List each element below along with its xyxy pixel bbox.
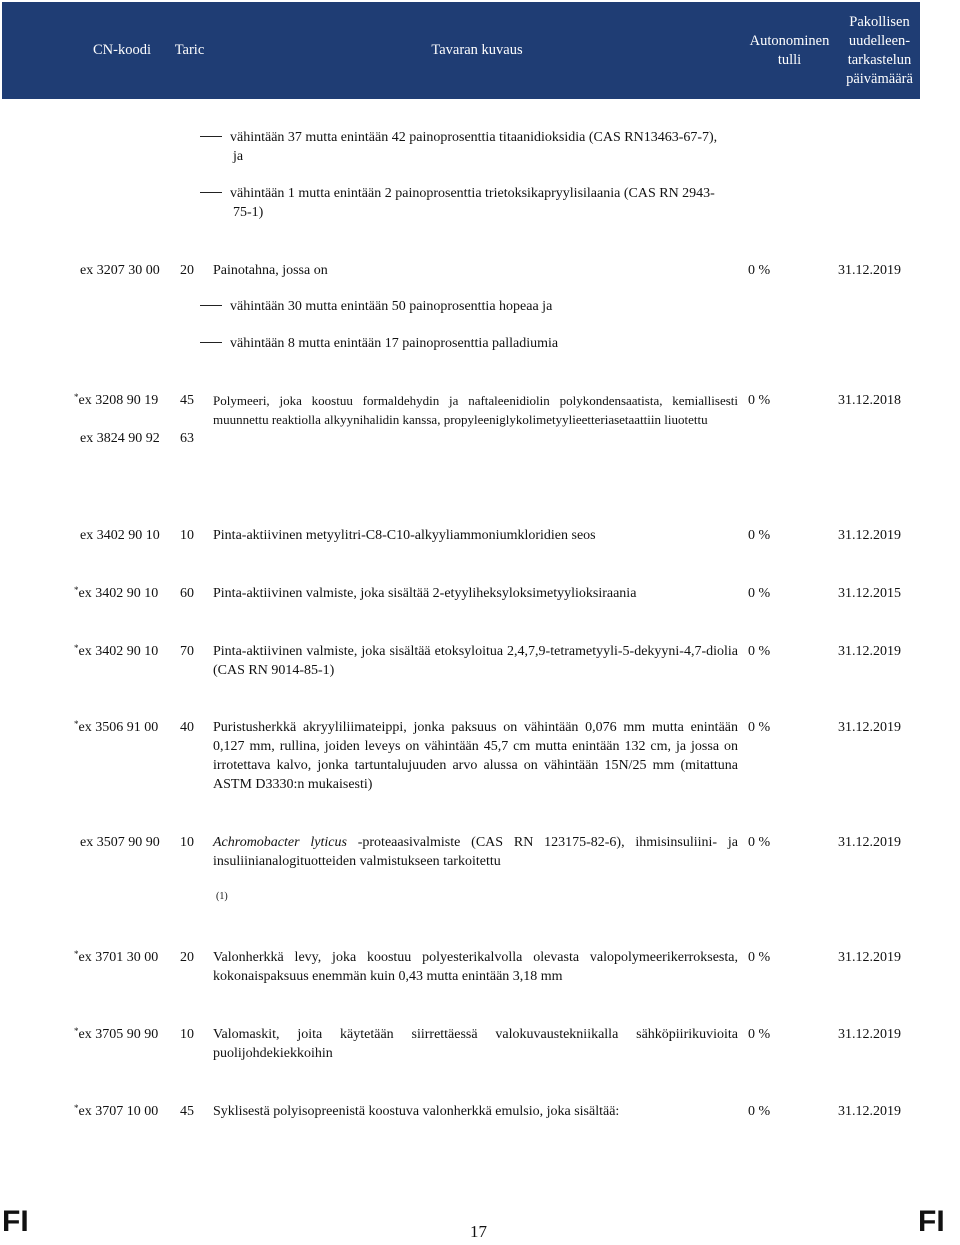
r5-cn-text: ex 3402 90 10 (78, 644, 159, 659)
r10-taric: 45 (180, 1104, 194, 1119)
r10-star: * (74, 1103, 79, 1113)
r1-cn: ex 3207 30 00 (80, 263, 160, 278)
r7-rate: 0 % (748, 835, 771, 850)
r2-taric1: 45 (180, 393, 194, 408)
top-line2b: 75-1) (233, 205, 264, 220)
r5-taric: 70 (180, 644, 194, 659)
r6-date: 31.12.2019 (838, 720, 901, 735)
header-taric: Taric (174, 42, 205, 58)
r3-desc: Pinta-aktiivinen metyylitri-C8-C10-alkyyliammoniumkloridien seos (213, 528, 596, 543)
r1-sub1 (200, 297, 552, 316)
r2-taric2: 63 (180, 431, 194, 446)
r6-desc: Puristusherkkä akryyliliimateippi, jonka paksuus on vähintään 0,076 mm mutta enintään 0,127 mm, rullina, joiden leveys on vähintään 45,7 cm mutta enintään 132 cm, ja jossa on irrotettava kalvo, jonka tartuntalujuuden arvo alussa on vähintään 15N/25 mm (mitattuna ASTM D3330:n mukaisesti) (213, 720, 738, 792)
r3-cn: ex 3402 90 10 (80, 528, 160, 543)
header-date-line3: tarkastelun (847, 51, 912, 68)
r2-desc: Polymeeri, joka koostuu formaldehydin ja naftaleenidiolin polykondensaatista, kemiallisesti muunnettu reaktiolla alkyynihalidin kanssa, propyleeniglykolimetyylieetteriasetaattiin liuotettu (213, 393, 738, 427)
r5-star: * (74, 643, 79, 653)
footer-language-right: FI (918, 1205, 945, 1238)
header-autonomous-duty (742, 32, 837, 70)
r2-rate: 0 % (748, 393, 771, 408)
page-number: 17 (470, 1222, 487, 1241)
r5-date: 31.12.2019 (838, 644, 901, 659)
r1-rate: 0 % (748, 263, 771, 278)
r5-desc: Pinta-aktiivinen valmiste, joka sisältää etoksyloitua 2,4,7,9-tetrametyyli-5-dekyyni-4,7-diolia (CAS RN 9014-85-1) (213, 644, 738, 678)
dash-icon (200, 192, 222, 193)
r7-taric: 10 (180, 835, 194, 850)
r8-cn (74, 948, 158, 967)
r8-rate: 0 % (748, 950, 771, 965)
r9-desc: Valomaskit, joita käytetään siirrettäessä valokuvaustekniikalla sähköpiirikuvioita puolijohdekiekkoihin (213, 1027, 738, 1061)
r4-date: 31.12.2015 (838, 586, 901, 601)
r3-date: 31.12.2019 (838, 528, 901, 543)
r9-cn-text: ex 3705 90 90 (78, 1027, 159, 1042)
r9-star: * (74, 1026, 79, 1036)
r2-cn2: ex 3824 90 92 (80, 431, 160, 446)
r1-sub2 (200, 334, 558, 353)
r9-cn (74, 1025, 158, 1044)
r7-desc-italic: Achromobacter lyticus (213, 835, 347, 850)
r6-cn-text: ex 3506 91 00 (78, 720, 159, 735)
header-auto-line2: tulli (777, 51, 802, 68)
r7-note: (1) (216, 891, 228, 902)
r4-star: * (74, 585, 79, 595)
r9-date: 31.12.2019 (838, 1027, 901, 1042)
r10-desc: Syklisestä polyisopreenistä koostuva valonherkkä emulsio, joka sisältää: (213, 1104, 620, 1119)
r2-star: * (74, 392, 79, 402)
top-line1b: ja (233, 149, 244, 164)
header-auto-line1: Autonominen (749, 32, 830, 49)
r1-sub2-text: vähintään 8 mutta enintään 17 painoprosenttia palladiumia (230, 336, 559, 351)
header-cn: CN-koodi (93, 42, 151, 58)
header-review-date (837, 13, 922, 89)
r1-sub1-text: vähintään 30 mutta enintään 50 painoprosenttia hopeaa ja (230, 299, 553, 314)
r5-cn (74, 642, 158, 661)
r7-date: 31.12.2019 (838, 835, 901, 850)
header-date-line1: Pakollisen (849, 13, 910, 30)
r2-cn1 (74, 391, 158, 410)
dash-icon (200, 342, 222, 343)
table-header (2, 2, 920, 99)
top-item-1 (200, 128, 740, 166)
top-item-2 (200, 184, 740, 222)
r10-cn-text: ex 3707 10 00 (78, 1104, 159, 1119)
r6-star: * (74, 719, 79, 729)
r2-cn1-text: ex 3208 90 19 (78, 393, 159, 408)
r10-date: 31.12.2019 (838, 1104, 901, 1119)
r3-taric: 10 (180, 528, 194, 543)
r6-rate: 0 % (748, 720, 771, 735)
r2-date: 31.12.2018 (838, 393, 901, 408)
footer-language-left: FI (2, 1205, 29, 1238)
r6-cn (74, 718, 158, 737)
r4-desc: Pinta-aktiivinen valmiste, joka sisältää 2-etyyliheksyloksimetyylioksiraania (213, 586, 637, 601)
r8-taric: 20 (180, 950, 194, 965)
r1-taric: 20 (180, 263, 194, 278)
r8-cn-text: ex 3701 30 00 (78, 950, 159, 965)
r4-cn-text: ex 3402 90 10 (78, 586, 159, 601)
header-date-line4: päivämäärä (846, 70, 913, 87)
r6-taric: 40 (180, 720, 194, 735)
r9-taric: 10 (180, 1027, 194, 1042)
r9-rate: 0 % (748, 1027, 771, 1042)
top-line2a: vähintään 1 mutta enintään 2 painoprosenttia trietoksikapryylisilaania (CAS RN 2943- (230, 186, 715, 201)
r7-cn: ex 3507 90 90 (80, 835, 160, 850)
r4-rate: 0 % (748, 586, 771, 601)
r8-date: 31.12.2019 (838, 950, 901, 965)
top-line1a: vähintään 37 mutta enintään 42 painoprosenttia titaanidioksidia (CAS RN13463-67-7), (230, 130, 718, 145)
r7-desc (213, 833, 738, 871)
r1-date: 31.12.2019 (838, 263, 901, 278)
r10-cn (74, 1102, 158, 1121)
r7-desc-text: -proteaasivalmiste (CAS RN 123175-82-6), ihmisinsuliini- ja insuliinianalogituotteiden valmistukseen tarkoitettu (213, 835, 738, 869)
r10-rate: 0 % (748, 1104, 771, 1119)
header-description: Tavaran kuvaus (431, 42, 523, 58)
r4-cn (74, 584, 158, 603)
r1-desc: Painotahna, jossa on (213, 263, 328, 278)
r5-rate: 0 % (748, 644, 771, 659)
r4-taric: 60 (180, 586, 194, 601)
r8-desc: Valonherkkä levy, joka koostuu polyesterikalvolla olevasta valopolymeerikerroksesta, kokonaispaksuus enemmän kuin 0,43 mutta enintään 3,18 mm (213, 950, 738, 984)
dash-icon (200, 136, 222, 137)
dash-icon (200, 305, 222, 306)
header-date-line2: uudelleen- (848, 32, 911, 49)
r3-rate: 0 % (748, 528, 771, 543)
r8-star: * (74, 949, 79, 959)
